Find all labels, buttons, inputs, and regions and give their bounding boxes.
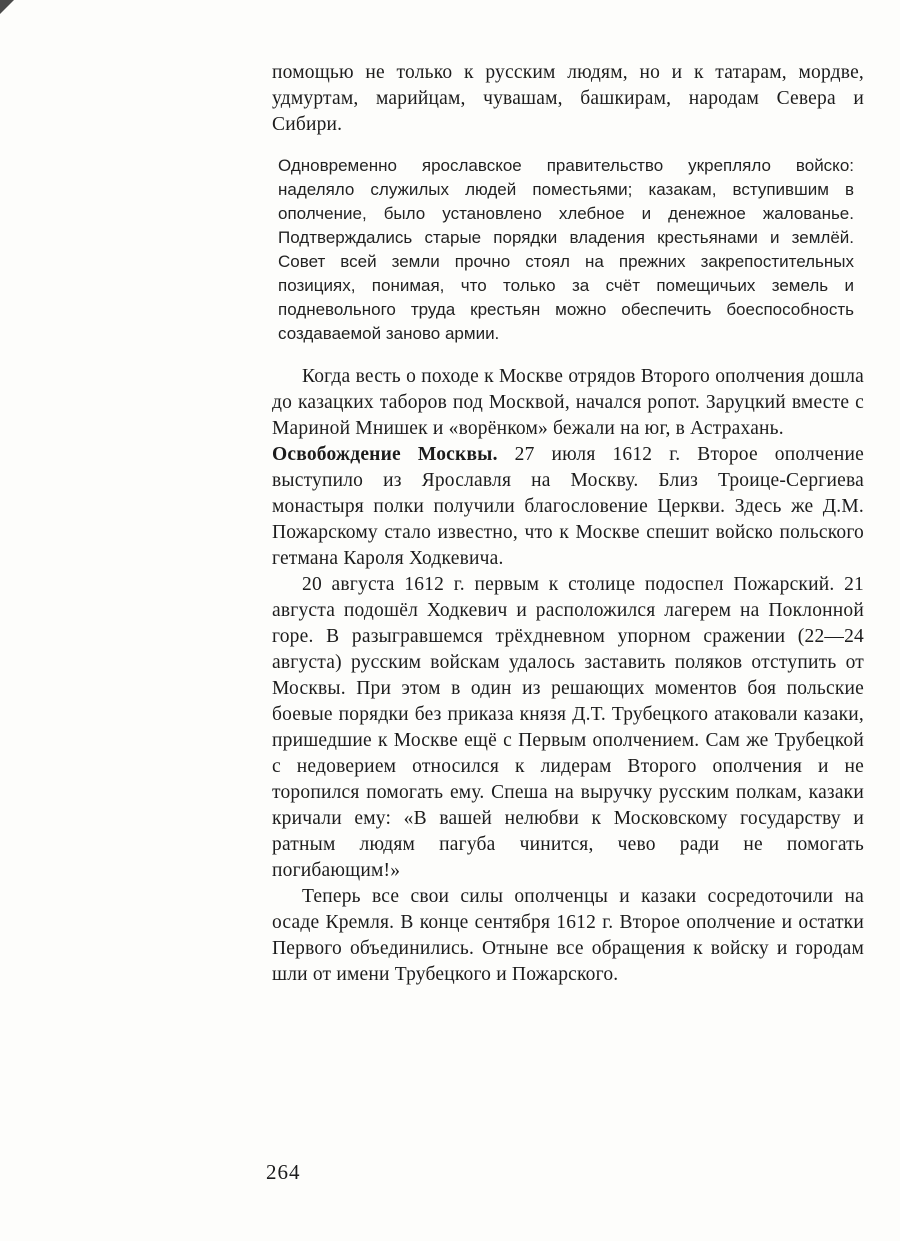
section-heading: Освобождение Москвы. xyxy=(272,444,498,465)
book-page-text-block xyxy=(272,60,864,988)
paragraph-with-section-heading xyxy=(272,442,864,572)
scan-artifact-corner xyxy=(0,0,14,14)
paragraph-kremlin-siege: Теперь все свои силы ополченцы и казаки сосредоточили на осаде Кремля. В конце сентября 1612 г. Второе ополчение и остатки Первого объединились. Отныне все обращения к войску и городам шли от имени Трубецкого и Пожарского. xyxy=(272,886,864,985)
section-heading-paragraph-text: 27 июля 1612 г. Второе ополчение выступило из Ярославля на Москву. Близ Троице-Сергиева монастыря полки получили благословение Церкви. Здесь же Д.М. Пожарскому стало известно, что к Москве спешит войско польского гетмана Кароля Ходкевича. xyxy=(272,444,864,569)
paragraph-battle: 20 августа 1612 г. первым к столице подоспел Пожарский. 21 августа подошёл Ходкевич и расположился лагерем на Поклонной горе. В разыгравшемся трёхдневном упорном сражении (22—24 августа) русским войскам удалось заставить поляков отступить от Москвы. При этом в один из решающих моментов боя польские боевые порядки без приказа князя Д.Т. Трубецкого атаковали казаки, пришедшие к Москве ещё с Первым ополчением. Сам же Трубецкой с недоверием относился к лидерам Второго ополчения и не торопился помогать ему. Спеша на выручку русским полкам, казаки кричали ему: «В вашей нелюбви к Московскому государству и ратным людям пагуба чинится, чево ради не помогать погибающим!» xyxy=(272,574,864,881)
inset-source-paragraph: Одновременно ярославское правительство укрепляло войско: наделяло служилых людей поместьями; казакам, вступившим в ополчение, было установлено хлебное и денежное жалованье. Подтверждались старые порядки владения крестьянами и землёй. Совет всей земли прочно стоял на прежних закрепостительных позициях, понимая, что только за счёт помещичьих земель и подневольного труда крестьян можно обеспечить боеспособность создаваемой заново армии. xyxy=(278,156,854,343)
page-number: 264 xyxy=(266,1160,301,1184)
paragraph-ropot: Когда весть о походе к Москве отрядов Второго ополчения дошла до казацких таборов под Москвой, начался ропот. Заруцкий вместе с Мариной Мнишек и «ворёнком» бежали на юг, в Астрахань. xyxy=(272,366,864,439)
paragraph-continuation: помощью не только к русским людям, но и к татарам, мордве, удмуртам, марийцам, чувашам, башкирам, народам Севера и Сибири. xyxy=(272,62,864,135)
